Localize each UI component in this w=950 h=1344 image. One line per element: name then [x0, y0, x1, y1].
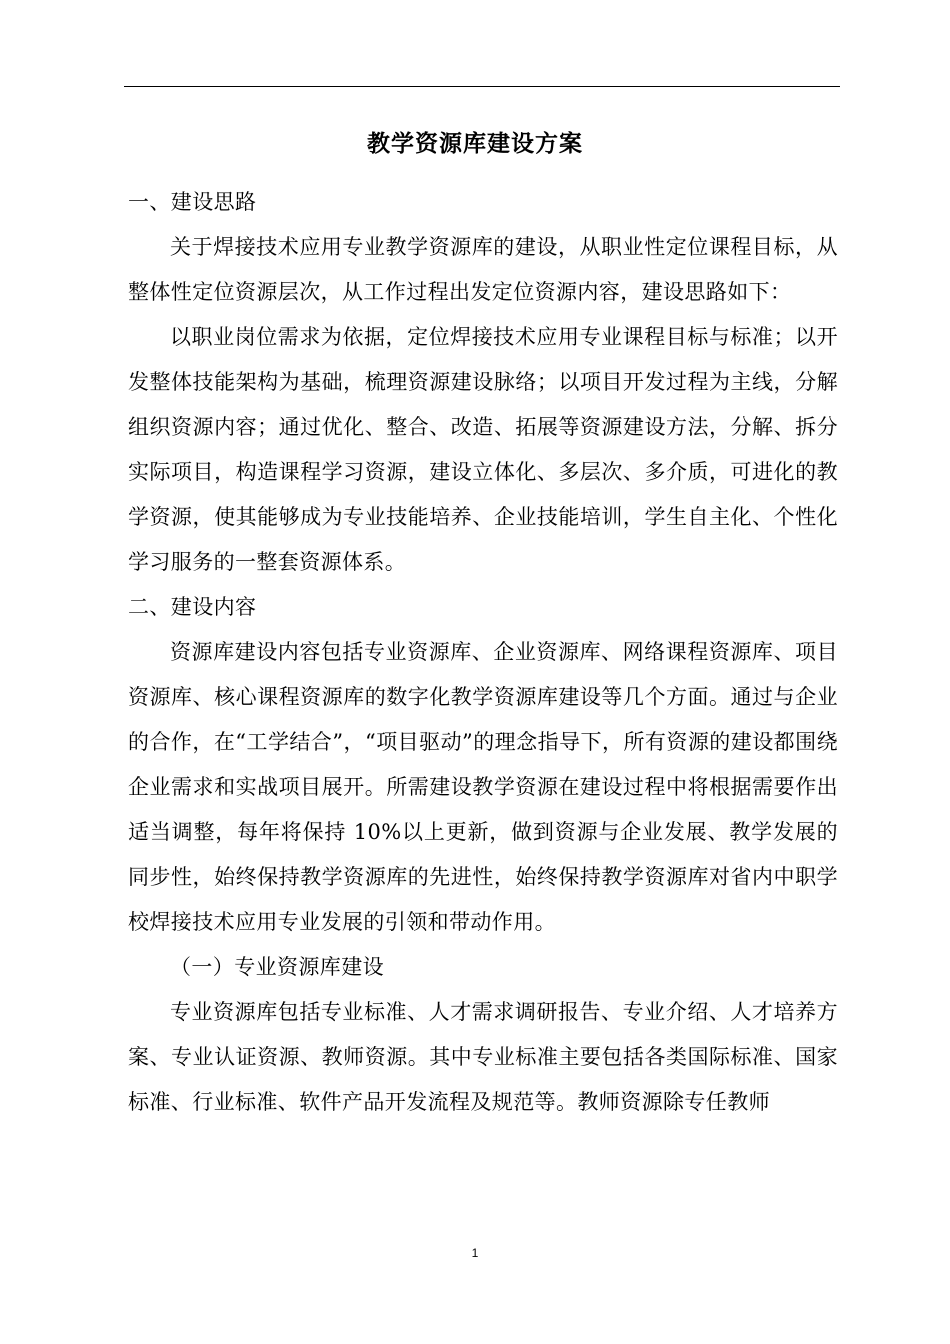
paragraph: 关于焊接技术应用专业教学资源库的建设，从职业性定位课程目标，从整体性定位资源层次，从工作过程出发定位资源内容，建设思路如下：	[128, 235, 838, 304]
paragraph: 资源库建设内容包括专业资源库、企业资源库、网络课程资源库、项目资源库、核心课程资源库的数字化教学资源库建设等几个方面。通过与企业的合作，在“工学结合”，“项目驱动”的理念指导下，所有资源的建设都围绕企业需求和实战项目展开。所需建设教学资源在建设过程中将根据需要作出适当调整，每年将保持 10%以上更新，做到资源与企业发展、教学发展的同步性，始终保持教学资源库的先进性，始终保持教学资源库对省内中职学校焊接技术应用专业发展的引领和带动作用。	[128, 640, 838, 934]
header-rule	[124, 86, 840, 87]
subsection-heading: （一）专业资源库建设	[170, 955, 384, 979]
section-heading-2: 二、建设内容	[128, 595, 257, 619]
paragraph: 专业资源库包括专业标准、人才需求调研报告、专业介绍、人才培养方案、专业认证资源、教师资源。其中专业标准主要包括各类国际标准、国家标准、行业标准、软件产品开发流程及规范等。教师资源除专任教师	[128, 1000, 838, 1114]
document-body	[128, 180, 838, 1125]
paragraph: 以职业岗位需求为依据，定位焊接技术应用专业课程目标与标准；以开发整体技能架构为基础，梳理资源建设脉络；以项目开发过程为主线，分解组织资源内容；通过优化、整合、改造、拓展等资源建设方法，分解、拆分实际项目，构造课程学习资源，建设立体化、多层次、多介质，可进化的教学资源，使其能够成为专业技能培养、企业技能培训，学生自主化、个性化学习服务的一整套资源体系。	[128, 325, 838, 574]
section-heading-1: 一、建设思路	[128, 190, 257, 214]
page-number: 1	[471, 1246, 479, 1260]
document-title: 教学资源库建设方案	[367, 130, 583, 157]
